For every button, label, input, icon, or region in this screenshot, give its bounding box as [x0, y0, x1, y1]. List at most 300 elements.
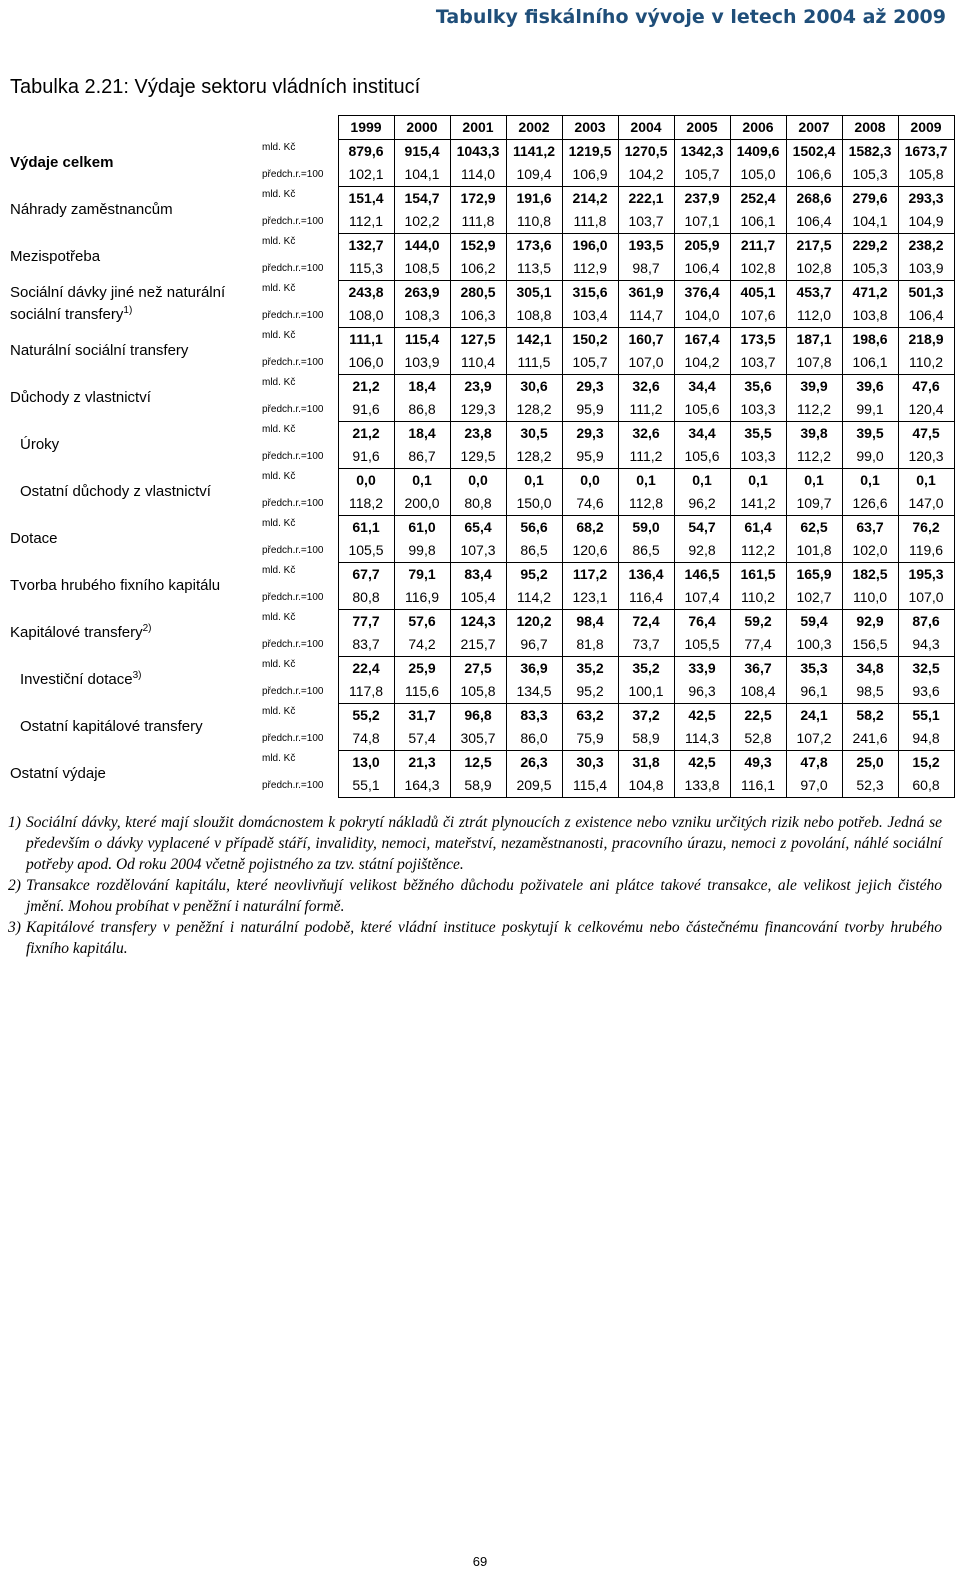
row-label-text: Ostatní výdaje — [10, 765, 106, 782]
unit-label-abs: mld. Kč — [262, 705, 296, 717]
row-label-text: Kapitálové transfery — [10, 624, 143, 641]
table-cell: 150,0 — [506, 492, 562, 516]
unit-label-index: předch.r.=100 — [262, 545, 324, 557]
table-cell: 97,0 — [786, 774, 842, 798]
table-cell: 182,5 — [842, 563, 898, 587]
table-cell: 128,2 — [506, 445, 562, 469]
row-label-text: Investiční dotace — [20, 671, 133, 688]
table-cell: 110,2 — [898, 351, 954, 375]
table-cell: 61,4 — [730, 516, 786, 540]
table-cell: 104,9 — [898, 210, 954, 234]
table-cell: 237,9 — [674, 187, 730, 211]
table-cell: 54,7 — [674, 516, 730, 540]
unit-label-index: předch.r.=100 — [262, 451, 324, 463]
header-corner — [6, 116, 338, 140]
table-cell: 222,1 — [618, 187, 674, 211]
row-label — [6, 234, 258, 281]
table-cell: 96,7 — [506, 633, 562, 657]
table-cell: 103,7 — [618, 210, 674, 234]
table-cell: 104,2 — [674, 351, 730, 375]
unit-label-index: předch.r.=100 — [262, 263, 324, 275]
table-cell: 112,2 — [786, 445, 842, 469]
table-cell: 74,8 — [338, 727, 394, 751]
table-cell: 102,2 — [394, 210, 450, 234]
row-label-text: Výdaje celkem — [10, 154, 114, 171]
table-cell: 268,6 — [786, 187, 842, 211]
row-label — [6, 469, 258, 516]
table-cell: 132,7 — [338, 234, 394, 258]
table-cell: 37,2 — [618, 704, 674, 728]
table-cell: 879,6 — [338, 140, 394, 164]
year-header-2007: 2007 — [786, 116, 842, 140]
table-cell: 154,7 — [394, 187, 450, 211]
year-header-2000: 2000 — [394, 116, 450, 140]
table-cell: 107,0 — [618, 351, 674, 375]
footnote-number: 2) — [8, 877, 21, 894]
table-cell: 112,1 — [338, 210, 394, 234]
table-cell: 27,5 — [450, 657, 506, 681]
table-cell: 209,5 — [506, 774, 562, 798]
table-cell: 35,6 — [730, 375, 786, 399]
table-row — [6, 563, 954, 587]
table-cell: 110,0 — [842, 586, 898, 610]
table-cell: 107,0 — [898, 586, 954, 610]
table-cell: 104,1 — [394, 163, 450, 187]
footnotes — [8, 812, 942, 959]
table-cell: 103,9 — [898, 257, 954, 281]
table-cell: 59,2 — [730, 610, 786, 634]
table-cell: 110,4 — [450, 351, 506, 375]
table-cell: 107,3 — [450, 539, 506, 563]
table-cell: 110,2 — [730, 586, 786, 610]
table-row — [6, 140, 954, 164]
table-cell: 36,9 — [506, 657, 562, 681]
table-cell: 92,8 — [674, 539, 730, 563]
table-row — [6, 234, 954, 258]
table-cell: 152,9 — [450, 234, 506, 258]
table-cell: 104,2 — [618, 163, 674, 187]
table-cell: 106,1 — [842, 351, 898, 375]
table-cell: 116,9 — [394, 586, 450, 610]
table-cell: 108,4 — [730, 680, 786, 704]
table-cell: 83,3 — [506, 704, 562, 728]
table-cell: 191,6 — [506, 187, 562, 211]
table-cell: 98,7 — [618, 257, 674, 281]
table-cell: 22,5 — [730, 704, 786, 728]
footnote-number: 1) — [8, 814, 21, 831]
table-cell: 105,8 — [898, 163, 954, 187]
table-cell: 105,4 — [450, 586, 506, 610]
table-cell: 104,0 — [674, 304, 730, 328]
table-cell: 42,5 — [674, 704, 730, 728]
table-cell: 86,8 — [394, 398, 450, 422]
table-cell: 1219,5 — [562, 140, 618, 164]
table-cell: 102,0 — [842, 539, 898, 563]
table-cell: 114,0 — [450, 163, 506, 187]
table-cell: 915,4 — [394, 140, 450, 164]
table-cell: 114,2 — [506, 586, 562, 610]
table-cell: 128,2 — [506, 398, 562, 422]
table-cell: 147,0 — [898, 492, 954, 516]
table-cell: 73,7 — [618, 633, 674, 657]
table-cell: 146,5 — [674, 563, 730, 587]
table-cell: 136,4 — [618, 563, 674, 587]
table-cell: 0,1 — [394, 469, 450, 493]
table-cell: 107,8 — [786, 351, 842, 375]
table-cell: 119,6 — [898, 539, 954, 563]
table-cell: 68,2 — [562, 516, 618, 540]
year-header-2001: 2001 — [450, 116, 506, 140]
table-cell: 0,0 — [450, 469, 506, 493]
table-cell: 98,5 — [842, 680, 898, 704]
table-cell: 229,2 — [842, 234, 898, 258]
table-cell: 156,5 — [842, 633, 898, 657]
table-cell: 106,3 — [450, 304, 506, 328]
table-cell: 214,2 — [562, 187, 618, 211]
table-cell: 102,7 — [786, 586, 842, 610]
row-label-text: Důchody z vlastnictví — [10, 389, 151, 406]
table-cell: 106,1 — [730, 210, 786, 234]
unit-label-abs: mld. Kč — [262, 376, 296, 388]
table-cell: 376,4 — [674, 281, 730, 305]
table-cell: 107,1 — [674, 210, 730, 234]
table-cell: 86,5 — [618, 539, 674, 563]
footnote-ref: 2) — [142, 623, 152, 634]
table-cell: 76,4 — [674, 610, 730, 634]
table-cell: 83,7 — [338, 633, 394, 657]
table-row — [6, 375, 954, 399]
table-cell: 57,4 — [394, 727, 450, 751]
row-label-text: Náhrady zaměstnancům — [10, 201, 173, 218]
table-cell: 77,4 — [730, 633, 786, 657]
row-label — [6, 704, 258, 751]
table-cell: 150,2 — [562, 328, 618, 352]
table-cell: 111,2 — [618, 398, 674, 422]
table-cell: 0,1 — [674, 469, 730, 493]
footnote-number: 3) — [8, 919, 21, 936]
table-cell: 279,6 — [842, 187, 898, 211]
table-cell: 55,1 — [898, 704, 954, 728]
table-cell: 106,0 — [338, 351, 394, 375]
table-cell: 33,9 — [674, 657, 730, 681]
table-cell: 114,3 — [674, 727, 730, 751]
table-cell: 106,4 — [898, 304, 954, 328]
table-cell: 76,2 — [898, 516, 954, 540]
table-cell: 112,8 — [618, 492, 674, 516]
table-row — [6, 328, 954, 352]
row-label — [6, 751, 258, 798]
table-cell: 141,2 — [730, 492, 786, 516]
table-cell: 108,5 — [394, 257, 450, 281]
table-cell: 99,1 — [842, 398, 898, 422]
table-cell: 127,5 — [450, 328, 506, 352]
table-cell: 63,7 — [842, 516, 898, 540]
table-cell: 129,5 — [450, 445, 506, 469]
table-cell: 405,1 — [730, 281, 786, 305]
table-cell: 81,8 — [562, 633, 618, 657]
table-cell: 23,9 — [450, 375, 506, 399]
table-cell: 96,1 — [786, 680, 842, 704]
table-cell: 59,4 — [786, 610, 842, 634]
table-cell: 34,8 — [842, 657, 898, 681]
table-cell: 106,6 — [786, 163, 842, 187]
table-cell: 106,4 — [786, 210, 842, 234]
table-cell: 120,2 — [506, 610, 562, 634]
table-cell: 0,1 — [618, 469, 674, 493]
year-header-2005: 2005 — [674, 116, 730, 140]
table-cell: 164,3 — [394, 774, 450, 798]
table-cell: 124,3 — [450, 610, 506, 634]
table-cell: 293,3 — [898, 187, 954, 211]
table-cell: 112,9 — [562, 257, 618, 281]
table-cell: 453,7 — [786, 281, 842, 305]
table-cell: 96,3 — [674, 680, 730, 704]
table-cell: 106,4 — [674, 257, 730, 281]
row-label-text: Dotace — [10, 530, 58, 547]
table-cell: 263,9 — [394, 281, 450, 305]
table-cell: 42,5 — [674, 751, 730, 775]
row-label — [6, 140, 258, 187]
table-cell: 72,4 — [618, 610, 674, 634]
table-cell: 144,0 — [394, 234, 450, 258]
table-cell: 115,4 — [562, 774, 618, 798]
table-cell: 95,2 — [506, 563, 562, 587]
expenditure-table — [6, 115, 955, 798]
table-cell: 80,8 — [338, 586, 394, 610]
table-cell: 39,5 — [842, 422, 898, 446]
table-cell: 198,6 — [842, 328, 898, 352]
table-cell: 305,7 — [450, 727, 506, 751]
table-cell: 0,1 — [898, 469, 954, 493]
unit-label-index: předch.r.=100 — [262, 592, 324, 604]
table-cell: 57,6 — [394, 610, 450, 634]
row-label — [6, 328, 258, 375]
year-header-row — [6, 116, 954, 140]
footnote-text: Transakce rozdělování kapitálu, které neovlivňují velikost běžného důchodu poživatele ani plátce takové transakce, ale velikost jejich čistého jmění. Mohou probíhat v peněžní i naturální formě. — [26, 877, 942, 915]
table-cell: 98,4 — [562, 610, 618, 634]
table-cell: 103,9 — [394, 351, 450, 375]
row-label — [6, 281, 258, 328]
page-number: 69 — [472, 1554, 488, 1569]
table-cell: 165,9 — [786, 563, 842, 587]
table-cell: 238,2 — [898, 234, 954, 258]
table-cell: 22,4 — [338, 657, 394, 681]
table-cell: 103,3 — [730, 398, 786, 422]
table-cell: 25,9 — [394, 657, 450, 681]
table-row — [6, 657, 954, 681]
year-header-2006: 2006 — [730, 116, 786, 140]
table-cell: 108,0 — [338, 304, 394, 328]
table-cell: 26,3 — [506, 751, 562, 775]
table-cell: 103,8 — [842, 304, 898, 328]
table-cell: 52,8 — [730, 727, 786, 751]
row-label-text: Mezispotřeba — [10, 248, 101, 265]
footnote — [8, 875, 942, 917]
table-cell: 111,8 — [562, 210, 618, 234]
table-row — [6, 610, 954, 634]
table-cell: 1409,6 — [730, 140, 786, 164]
table-cell: 109,4 — [506, 163, 562, 187]
table-cell: 187,1 — [786, 328, 842, 352]
table-cell: 91,6 — [338, 445, 394, 469]
table-cell: 91,6 — [338, 398, 394, 422]
table-cell: 39,6 — [842, 375, 898, 399]
unit-label-abs: mld. Kč — [262, 235, 296, 247]
table-cell: 31,8 — [618, 751, 674, 775]
row-label — [6, 375, 258, 422]
table-cell: 215,7 — [450, 633, 506, 657]
table-cell: 167,4 — [674, 328, 730, 352]
table-cell: 0,1 — [506, 469, 562, 493]
table-cell: 116,4 — [618, 586, 674, 610]
table-cell: 24,1 — [786, 704, 842, 728]
table-cell: 52,3 — [842, 774, 898, 798]
table-cell: 36,7 — [730, 657, 786, 681]
table-cell: 115,6 — [394, 680, 450, 704]
table-cell: 56,6 — [506, 516, 562, 540]
table-cell: 39,9 — [786, 375, 842, 399]
footnote-ref: 3) — [132, 670, 142, 681]
year-header-2008: 2008 — [842, 116, 898, 140]
table-cell: 205,9 — [674, 234, 730, 258]
table-cell: 30,3 — [562, 751, 618, 775]
table-cell: 105,8 — [450, 680, 506, 704]
table-cell: 123,1 — [562, 586, 618, 610]
table-cell: 103,4 — [562, 304, 618, 328]
table-row — [6, 516, 954, 540]
table-cell: 15,2 — [898, 751, 954, 775]
table-cell: 1270,5 — [618, 140, 674, 164]
table-cell: 108,8 — [506, 304, 562, 328]
table-cell: 142,1 — [506, 328, 562, 352]
table-cell: 75,9 — [562, 727, 618, 751]
table-cell: 23,8 — [450, 422, 506, 446]
table-cell: 193,5 — [618, 234, 674, 258]
table-cell: 1342,3 — [674, 140, 730, 164]
table-cell: 74,6 — [562, 492, 618, 516]
table-cell: 86,7 — [394, 445, 450, 469]
row-label — [6, 187, 258, 234]
table-cell: 0,1 — [786, 469, 842, 493]
row-label-text: Tvorba hrubého fixního kapitálu — [10, 577, 221, 594]
table-cell: 34,4 — [674, 375, 730, 399]
table-cell: 109,7 — [786, 492, 842, 516]
table-cell: 61,1 — [338, 516, 394, 540]
unit-label-abs: mld. Kč — [262, 564, 296, 576]
table-cell: 471,2 — [842, 281, 898, 305]
unit-label-abs: mld. Kč — [262, 470, 296, 482]
table-cell: 99,0 — [842, 445, 898, 469]
table-cell: 32,6 — [618, 375, 674, 399]
table-cell: 55,2 — [338, 704, 394, 728]
table-cell: 107,6 — [730, 304, 786, 328]
table-cell: 160,7 — [618, 328, 674, 352]
table-cell: 105,5 — [674, 633, 730, 657]
table-cell: 102,8 — [730, 257, 786, 281]
table-cell: 118,2 — [338, 492, 394, 516]
unit-label-index: předch.r.=100 — [262, 686, 324, 698]
table-cell: 1043,3 — [450, 140, 506, 164]
table-cell: 94,8 — [898, 727, 954, 751]
table-cell: 25,0 — [842, 751, 898, 775]
row-label — [6, 657, 258, 704]
table-cell: 60,8 — [898, 774, 954, 798]
table-cell: 211,7 — [730, 234, 786, 258]
table-cell: 218,9 — [898, 328, 954, 352]
unit-label-abs: mld. Kč — [262, 517, 296, 529]
table-cell: 120,3 — [898, 445, 954, 469]
unit-label-abs: mld. Kč — [262, 282, 296, 294]
table-cell: 58,2 — [842, 704, 898, 728]
table-cell: 0,1 — [730, 469, 786, 493]
table-row — [6, 422, 954, 446]
row-label-text: Úroky — [20, 436, 60, 453]
table-cell: 100,3 — [786, 633, 842, 657]
row-label-text: Ostatní kapitálové transfery — [20, 718, 203, 735]
unit-label-index: předch.r.=100 — [262, 169, 324, 181]
row-label — [6, 563, 258, 610]
table-cell: 12,5 — [450, 751, 506, 775]
table-cell: 195,3 — [898, 563, 954, 587]
table-cell: 55,1 — [338, 774, 394, 798]
table-cell: 63,2 — [562, 704, 618, 728]
table-cell: 112,0 — [786, 304, 842, 328]
table-cell: 18,4 — [394, 375, 450, 399]
table-cell: 58,9 — [450, 774, 506, 798]
table-row — [6, 704, 954, 728]
table-cell: 79,1 — [394, 563, 450, 587]
table-cell: 172,9 — [450, 187, 506, 211]
footnote-ref: 1) — [123, 305, 133, 316]
footnote-text: Sociální dávky, které mají sloužit domácnostem k pokrytí nákladů či ztrát plynoucích z existence nebo vzniku určitých rizik nebo potřeb. Jedná se především o dávky vyplacené v případě stáří, invalidity, nemoci, mateřství, nezaměstnanosti, pracovního úrazu, nemoci z povolání, náhlé sociální potřeby apod. Od roku 2004 včetně pojistného za tzv. státní pojištěnce. — [26, 814, 942, 873]
table-cell: 49,3 — [730, 751, 786, 775]
table-cell: 106,9 — [562, 163, 618, 187]
table-cell: 94,3 — [898, 633, 954, 657]
table-cell: 252,4 — [730, 187, 786, 211]
table-cell: 243,8 — [338, 281, 394, 305]
table-cell: 35,2 — [562, 657, 618, 681]
table-cell: 31,7 — [394, 704, 450, 728]
table-cell: 161,5 — [730, 563, 786, 587]
table-cell: 35,5 — [730, 422, 786, 446]
footnote-text: Kapitálové transfery v peněžní i naturální podobě, které vládní instituce poskytují k celkovému nebo částečnému financování tvorby hrubého fixního kapitálu. — [26, 919, 942, 957]
table-cell: 104,8 — [618, 774, 674, 798]
table-row — [6, 281, 954, 305]
table-cell: 129,3 — [450, 398, 506, 422]
table-cell: 47,5 — [898, 422, 954, 446]
table-cell: 104,1 — [842, 210, 898, 234]
table-cell: 111,2 — [618, 445, 674, 469]
table-cell: 107,4 — [674, 586, 730, 610]
table-cell: 29,3 — [562, 422, 618, 446]
unit-label-abs: mld. Kč — [262, 188, 296, 200]
table-cell: 21,3 — [394, 751, 450, 775]
table-cell: 200,0 — [394, 492, 450, 516]
table-cell: 361,9 — [618, 281, 674, 305]
table-body — [6, 140, 954, 798]
table-cell: 105,7 — [674, 163, 730, 187]
table-cell: 120,4 — [898, 398, 954, 422]
unit-label-abs: mld. Kč — [262, 611, 296, 623]
table-cell: 13,0 — [338, 751, 394, 775]
table-cell: 21,2 — [338, 375, 394, 399]
table-cell: 86,5 — [506, 539, 562, 563]
table-cell: 96,2 — [674, 492, 730, 516]
table-cell: 95,9 — [562, 398, 618, 422]
table-cell: 134,5 — [506, 680, 562, 704]
table-cell: 65,4 — [450, 516, 506, 540]
table-cell: 87,6 — [898, 610, 954, 634]
